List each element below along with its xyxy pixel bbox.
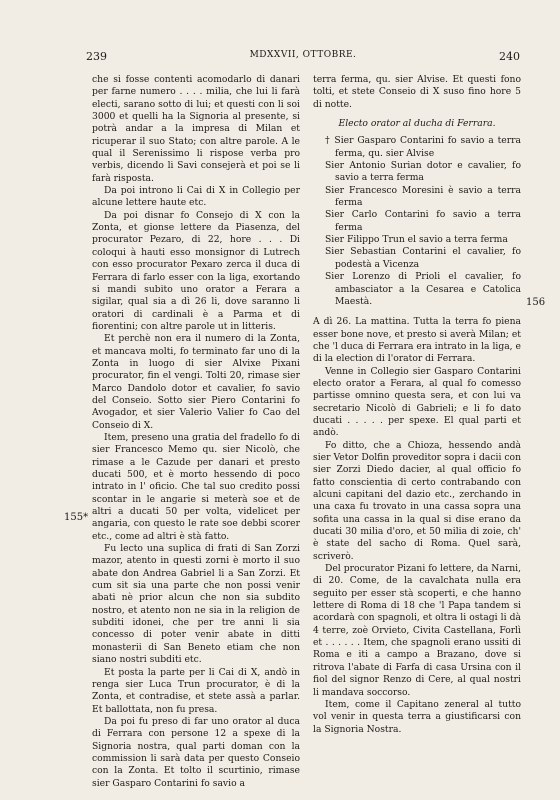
candidate-item: † Sier Gasparo Contarini fo savio a terra ferma, qu. sier Alvise bbox=[325, 135, 521, 159]
margin-marker-left: 155* bbox=[64, 512, 89, 523]
left-column bbox=[92, 74, 300, 790]
page-number-right: 240 bbox=[499, 50, 520, 63]
candidate-item: Sier Antonio Surian dotor e cavalier, fo savio a terra ferma bbox=[325, 160, 521, 184]
candidate-item: Sier Francesco Moresini è savio a terra ferma bbox=[325, 184, 521, 209]
left-paragraph: Et posta la parte per li Cai di X, andò in renga sier Luca Trun procurator, è di la Zonta, et contradise, et stete assà a parlar. Et ballottata, non fu presa. bbox=[92, 666, 300, 715]
right-paragraph: terra ferma, qu. sier Alvise. Et questi fono tolti, et stete Conseio di X suso fino hore 5 di notte. bbox=[313, 74, 521, 110]
margin-marker-right: 156 bbox=[526, 297, 546, 308]
candidate-item: Sier Sebastian Contarini el cavalier, fo podestà a Vicenza bbox=[325, 246, 521, 270]
left-paragraph: Fu lecto una suplica di frati di San Zorzi mazor, atento in questi zorni è morto il suo abate don Andrea Gabriel li a San Zorzi. Et cum sit sia una parte che non possi venir abati nè prior alcun che non sia subdito nostro, et atento non ne sia in la religion de subditi idonei, che per tre anni li sia concesso di poter venir abate in ditti monasterii di San Beneto etiam che non siano nostri subditi etc. bbox=[92, 543, 300, 666]
candidate-item: Sier Carlo Contarini fo savio a terra ferma bbox=[325, 209, 521, 233]
left-paragraph: Et perchè non era il numero di la Zonta, et mancava molti, fo terminato far uno di la Zonta in luogo di sier Alvixe Pixani procurator, fin el vengi. Tolti 20, rimase sier Marco Dandolo dotor et cavalier, fo savio del Conseio. Sotto sier Piero Contarini fo Avogador, et sier Valerio Valier fo Cao del Conseio di X. bbox=[92, 333, 300, 431]
right-paragraph: Del procurator Pizani fo lettere, da Narni, di 20. Come, de la cavalchata nulla era seguito per esser stà scoperti, e che hanno lettere di Roma di 18 che 'l Papa tandem si acordarà con spagnoli, et oltra li ostagi li dà 4 terre, zoè Orvieto, Civita Castellana, Forlì et . . . . . . Item, che spagnoli erano ussiti di Roma e iti a campo a Brazano, dove si ritrova l'abate di Farfa di casa Ursina con il fiol del signor Renzo di Cere, al qual nostri li mandava soccorso. bbox=[313, 563, 521, 698]
section-title: Electo orator al ducha di Ferrara. bbox=[338, 118, 496, 130]
right-paragraph: Item, come il Capitano zeneral al tutto vol venir in questa terra a giustificarsi con la Signoria Nostra. bbox=[313, 698, 521, 735]
page-number-left: 239 bbox=[86, 50, 107, 63]
candidate-list bbox=[313, 135, 521, 308]
left-paragraph: Da poi disnar fo Consejo di X con la Zonta, et gionse lettere da Piasenza, del procurator Pezaro, di 22, hore . . . Di coloqui à hauti esso monsignor di Lutrech con esso procurator Pexaro zerca il duca di Ferrara di farlo esser con la liga, exortando si mandi subito uno orator a Ferara a sigilar, qual sia a dì 26 li, dove saranno li oratori di cardinali è a Parma et di fiorentini; con altre parole ut in litteris. bbox=[92, 209, 300, 332]
left-paragraph: Item, preseno una gratia del fradello fo di sier Francesco Memo qu. sier Nicolò, che rimase a le Cazude per danari et presto ducati 500, et è morto hessendo di poco intrato in l' oficio. Che tal suo credito possi scontar in le angarie si meterà soe et de altri a ducati 50 per volta, videlicet per angaria, con questo le rate soe debbi scorer etc., come ad altri è stà fatto. bbox=[92, 431, 300, 542]
header-title: MDXXVII, OTTOBRE. bbox=[249, 50, 357, 60]
left-paragraph: Da poi introno li Cai di X in Collegio per alcune lettere haute etc. bbox=[92, 185, 300, 209]
left-paragraph: che si fosse contenti acomodarlo di danari per farne numero . . . . milia, che lui li farà electi, sarano sotto di lui; et questi con li soi 3000 et quelli ha la Signoria al presente, si potrà andar a la impresa di Milan et ricuperar il suo Stato; con altre parole. A le qual il Serenissimo li rispose verba pro verbis, dicendo li Savi consejerà et poi se li farà risposta. bbox=[92, 74, 300, 184]
running-header bbox=[86, 50, 520, 64]
right-paragraph: A dì 26. La mattina. Tutta la terra fo piena esser bone nove, et presto si averà Milan; et che 'l duca di Ferrara era intrato in la liga, e di la election di l'orator di Ferrara. bbox=[313, 316, 521, 365]
candidate-item: Sier Lorenzo di Prioli el cavalier, fo ambasciator a la Cesarea e Catolica Maestà. bbox=[325, 271, 521, 307]
right-column bbox=[313, 74, 521, 736]
right-paragraph: Fo ditto, che a Chioza, hessendo andà sier Vetor Dolfin proveditor sopra i dacii con sier Zorzi Diedo dacier, al qual officio fo fatto conscientia di certo contrabando con alcuni capitani del dazio etc., zerchando in una caxa fu trovato in una cassa sopra una sofita una cassa in la qual si dise erano da ducati 30 milia d'oro, et 50 milia di zoie, ch' è state del sacho di Roma. Quel sarà, scriverò. bbox=[313, 439, 521, 562]
right-paragraph: Venne in Collegio sier Gasparo Contarini electo orator a Ferara, al qual fo comesso partisse omnino questa sera, et con lui va secretario Nicolò di Gabrieli; e li fo dato ducati . . . . . per spexe. El qual parti et andò. bbox=[313, 365, 521, 439]
candidate-item: Sier Filippo Trun el savio a terra ferma bbox=[325, 234, 508, 246]
left-paragraph: Da poi fu preso di far uno orator al duca di Ferrara con persone 12 a spexe di la Signoria nostra, qual parti doman con la commission li sarà data per questo Conseio con la Zonta. Et tolto il scurtinio, rimase sier Gasparo Contarini fo savio a bbox=[92, 715, 300, 789]
